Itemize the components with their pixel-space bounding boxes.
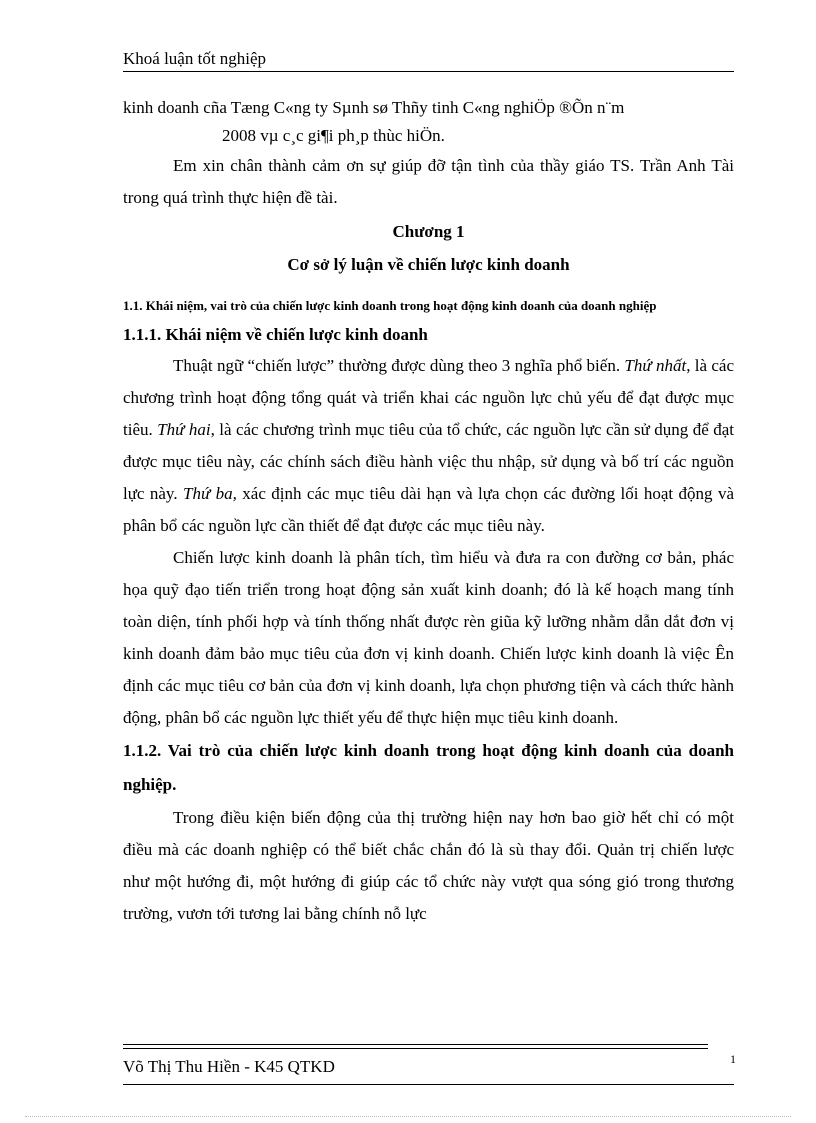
section-1-1-2-heading: 1.1.2. Vai trò của chiến lược kinh doanh trong hoạt động kinh doanh của doanh nghiệp. — [123, 741, 734, 794]
chapter-title: Chương 1 — [392, 222, 465, 241]
page-header — [123, 48, 734, 70]
p1-part-e: , là các chương trình mục tiêu của tổ chức, các nguồn lực cần sử dụng để đạt được mục tiêu này, các chính sách điều hành việc thu nhập, sử dụng và bố trí các nguồn lực này. — [123, 420, 734, 503]
p1-part-a: Thuật ngữ “chiến lược” thường được dùng theo 3 nghĩa phổ biến. — [173, 356, 625, 375]
page-edge-dotted-line — [25, 1116, 791, 1117]
chapter-subtitle: Cơ sở lý luận về chiến lược kinh doanh — [287, 255, 570, 274]
page-number: 1 — [730, 1052, 736, 1066]
p1-part-f: Thứ ba, — [182, 484, 237, 503]
footer-rule-second — [123, 1048, 708, 1049]
footer-rule-top — [123, 1044, 708, 1045]
section-1-1-heading: 1.1. Khái niệm, vai trò của chiến lược kinh doanh trong hoạt động kinh doanh của doanh nghiệp — [123, 298, 657, 313]
intro-line-2: 2008 vµ c¸c gi¶i ph¸p thùc hiÖn. — [222, 126, 445, 145]
thanks-paragraph: Em xin chân thành cảm ơn sự giúp đỡ tận tình của thầy giáo TS. Trần Anh Tài trong quá trình thực hiện đề tài. — [123, 156, 734, 207]
header-rule — [123, 71, 734, 72]
p1-part-b: Thứ nhất — [624, 356, 687, 375]
page-body — [123, 92, 734, 930]
paragraph-strategy-meanings — [123, 350, 734, 542]
p1-part-d: Thứ hai — [157, 420, 211, 439]
p1-part-c: , là các chương trình hoạt động tổng quát và triển khai các nguồn lực chủ yếu để đạt được mục tiêu. — [123, 356, 734, 439]
section-1-1-1-heading: 1.1.1. Khái niệm về chiến lược kinh doanh — [123, 325, 428, 344]
paragraph-strategy-role: Trong điều kiện biến động của thị trường hiện nay hơn bao giờ hết chỉ có một điều mà các doanh nghiệp có thể biết chắc chắn đó là sù thay đổi. Quản trị chiến lược như một hướng đi, một hướng đi giúp các tổ chức này vượt qua sóng gió trong thương trường, vươn tới tương lai bằng chính nỗ lực — [123, 808, 734, 923]
paragraph-strategy-definition: Chiến lược kinh doanh là phân tích, tìm hiểu và đưa ra con đường cơ bản, phác họa quỹ đạo tiến triển trong hoạt động sản xuất kinh doanh; đó là kế hoạch mang tính toàn diện, tính phối hợp và tính thống nhất được rèn giũa kỹ lưỡng nhằm dẫn dắt đơn vị kinh doanh đảm bảo mục tiêu của đơn vị kinh doanh. Chiến lược kinh doanh là việc Ên định các mục tiêu cơ bản của đơn vị kinh doanh, lựa chọn phương tiện và cách thức hành động, phân bổ các nguồn lực thiết yếu để thực hiện mục tiêu kinh doanh. — [123, 548, 734, 727]
intro-line-1: kinh doanh cña Tæng C«ng ty Sµnh sø Thñy tinh C«ng nghiÖp ®Õn n¨m — [123, 98, 625, 117]
footer-rule-bottom — [123, 1084, 734, 1085]
p1-part-g: xác định các mục tiêu dài hạn và lựa chọn các đường lối hoạt động và phân bổ các nguồn lực cần thiết để đạt được các mục tiêu này. — [123, 484, 734, 535]
header-title: Khoá luận tốt nghiệp — [123, 49, 267, 68]
footer-author: Võ Thị Thu Hiền - K45 QTKD — [123, 1057, 335, 1076]
